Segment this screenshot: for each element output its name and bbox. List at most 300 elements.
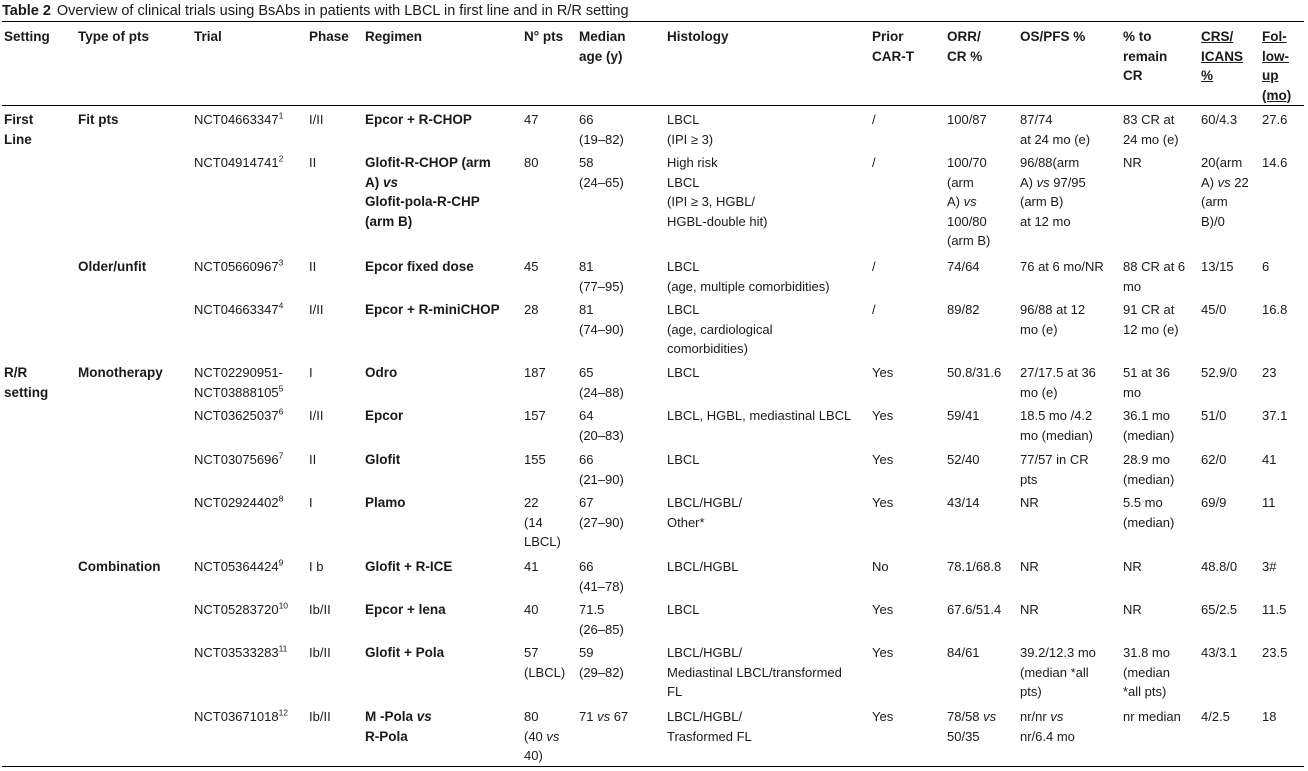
cell-line: NCT05364424 [194,559,279,574]
cell-line: / [872,302,876,317]
cell-line: OS/PFS % [1020,29,1086,44]
cell-line: FL [667,684,683,699]
reference-number: 9 [278,557,284,568]
cell-line: 57 [524,645,539,660]
cell-line: Mediastinal LBCL/transformed [667,664,842,680]
cell-line: 100/70 [947,155,987,170]
trial-id [194,493,283,513]
cell-line: (41–78) [579,578,624,594]
cell-line: Glofit-R-CHOP (arm [365,155,491,170]
cell-line: I/II [309,112,324,127]
trial-phase [309,257,316,277]
cell-line: 81 [579,302,594,317]
type-label: Monotherapy [78,365,163,380]
remain-cr [1123,557,1142,577]
trial-phase [309,363,313,383]
cell-line: Phase [309,29,349,44]
cell-line: II [309,452,317,467]
crs-icans [1201,450,1226,470]
cell-line: 27.6 [1262,112,1288,127]
cell-line: 62/0 [1201,452,1227,467]
trial-id [194,450,283,470]
regimen [365,300,500,320]
os-pfs [1020,493,1039,513]
cell-line: 40) [524,748,543,763]
crs-icans [1201,707,1230,727]
cell-line: Plamo [365,495,406,510]
patient-count [524,707,559,766]
cell-line: 91 CR at [1123,302,1175,317]
cell-line: 31.8 mo [1123,645,1170,660]
cell-line: 11.5 [1262,602,1287,617]
cell-line: 76 at 6 mo/NR [1020,259,1104,274]
cell-line: Yes [872,495,894,510]
cell-line: 71 vs 67 [579,709,629,724]
setting-label [4,110,33,149]
cell-line: comorbidities) [667,341,748,356]
median-age [579,643,624,682]
cell-line: LBCL [667,259,700,274]
os-pfs [1020,257,1104,277]
orr-cr [947,257,980,277]
cell-line: LBCL/HGBL/ [667,709,743,724]
table-caption [2,3,629,19]
cell-line: 80 [524,155,539,170]
cell-line: 81 [579,259,594,274]
orr-cr [947,406,980,426]
regimen [365,600,446,620]
cell-line: 39.2/12.3 mo [1020,645,1096,660]
cell-line: 47 [524,112,539,127]
cell-line: M -Pola vs [365,709,432,724]
remain-cr [1123,110,1179,149]
cell-line: No [872,559,889,574]
cell-line: 40 [524,602,539,617]
cell-line: / [872,259,876,274]
reference-number: 7 [278,450,284,461]
cell-line: (arm B) [947,233,991,248]
orr-cr [947,557,1001,577]
cell-line: 45/0 [1201,302,1227,317]
cell-line: NR [1123,155,1142,170]
follow-up [1262,707,1276,727]
median-age [579,493,624,532]
cell-line: (arm B) [365,213,413,229]
cell-line: 41 [1262,452,1277,467]
cell-line: A) vs 22 [1201,174,1249,190]
reference-number: 11 [278,643,288,654]
cell-line: (27–90) [579,514,624,530]
cell-line: 52.9/0 [1201,365,1238,380]
cell-line: pts) [1020,684,1042,699]
histology [667,707,752,746]
cell-line: (median) [1123,471,1175,487]
os-pfs [1020,557,1039,577]
cell-line: 66 [579,112,594,127]
cell-line: A) vs [365,174,399,190]
prior-car-t [872,450,893,470]
cell-line: I [309,495,313,510]
trial-id [194,300,283,320]
header-setting: Setting [4,29,50,44]
remain-cr [1123,257,1185,296]
trial-id [194,557,283,577]
cell-line: Yes [872,408,894,423]
cell-line: 5.5 mo [1123,495,1163,510]
cell-line: LBCL/HGBL [667,559,739,574]
cell-line: R-Pola [365,728,408,744]
trial-id [194,600,288,620]
remain-cr [1123,406,1174,445]
cell-line: NCT04663347 [194,302,279,317]
median-age [579,450,624,489]
regimen [365,110,472,130]
cell-line: II [309,155,317,170]
cell-line: (40 vs [524,728,560,744]
prior-car-t [872,300,876,320]
cell-line: I b [309,559,324,574]
cell-line: 48.8/0 [1201,559,1238,574]
median-age [579,600,624,639]
histology [667,557,739,577]
follow-up [1262,600,1286,620]
cell-line: (24–88) [579,384,624,400]
median-age [579,300,624,339]
cell-line: 74/64 [947,259,980,274]
cell-line: 43/14 [947,495,980,510]
cell-line: Yes [872,645,894,660]
cell-line: 78/58 vs [947,709,997,724]
trial-phase [309,450,316,470]
cell-line: age (y) [579,48,623,64]
median-age [579,557,624,596]
cell-line: (74–90) [579,321,624,337]
median-age [579,406,624,445]
regimen [365,450,400,470]
cell-line: (age, cardiological [667,321,773,337]
header-type [78,27,149,47]
remain-cr [1123,600,1142,620]
cell-line: nr/nr vs [1020,709,1064,724]
cell-line: nr median [1123,709,1181,724]
prior-car-t [872,257,876,277]
follow-up [1262,406,1287,426]
crs-icans [1201,153,1249,231]
cell-line: *all pts) [1123,684,1167,699]
cell-line: 155 [524,452,546,467]
cell-line: remain [1123,48,1168,64]
header-orr [947,27,982,66]
cell-line: LBCL/HGBL/ [667,495,743,510]
cell-line: (19–82) [579,131,624,147]
follow-up [1262,450,1276,470]
cell-line: LBCL [667,112,700,127]
cell-line: (14 [524,514,543,530]
regimen [365,257,474,277]
remain-cr [1123,363,1170,402]
prior-car-t [872,363,893,383]
cell-line: 28 [524,302,539,317]
os-pfs [1020,643,1096,702]
cell-line: Yes [872,365,894,380]
crs-icans [1201,600,1237,620]
cell-line: (24–65) [579,174,624,190]
crs-icans [1201,406,1226,426]
orr-cr [947,110,987,130]
patient-count [524,300,538,320]
cell-line: NR [1123,559,1142,574]
cell-line: mo [1123,278,1142,294]
remain-cr [1123,300,1179,339]
cell-line: % [1201,68,1214,83]
trial-id [194,406,283,426]
reference-number: 6 [278,406,284,417]
cell-line: I [309,365,313,380]
cell-line: Prior [872,29,904,44]
follow-up [1262,257,1269,277]
cell-line: Line [4,131,32,147]
cell-line: 41 [524,559,539,574]
cell-line: NCT04914741 [194,155,279,170]
cell-line: up [1262,68,1279,83]
prior-car-t [872,153,876,173]
cell-line: ORR/ [947,29,981,44]
patient-count [524,153,538,173]
cell-line: Median [579,29,626,44]
trial-phase [309,557,323,577]
cell-line: (median *all [1020,664,1089,680]
cell-line: 157 [524,408,546,423]
cell-line: / [872,155,876,170]
trial-id [194,110,283,130]
trial-phase [309,300,323,320]
cell-line: mo (median) [1020,427,1093,443]
cell-line: B)/0 [1201,213,1225,229]
cell-line: 22 [524,495,539,510]
cell-line: 67.6/51.4 [947,602,1002,617]
cell-line: A) vs 97/95 [1020,174,1086,190]
median-age [579,110,624,149]
prior-car-t [872,600,893,620]
cell-line: 59 [579,645,594,660]
reference-number: 3 [278,257,284,268]
prior-car-t [872,110,876,130]
regimen [365,707,432,746]
cell-line: 88 CR at 6 [1123,259,1186,274]
cell-line: 14.6 [1262,155,1288,170]
cell-line: Histology [667,29,729,44]
cell-line: nr/6.4 mo [1020,728,1075,744]
header-car [872,27,914,66]
cell-line: 43/3.1 [1201,645,1238,660]
cell-line: 66 [579,559,594,574]
header-npts [524,27,563,47]
orr-cr [947,707,996,746]
cell-line: NCT02290951- [194,365,283,380]
cell-line: NCT03533283 [194,645,279,660]
setting-label [4,363,48,402]
cell-line: LBCL [667,602,700,617]
cell-line: at 12 mo [1020,213,1071,229]
cell-line: 45 [524,259,539,274]
cell-line: Regimen [365,29,423,44]
patient-count [524,643,565,682]
cell-line: (age, multiple comorbidities) [667,278,830,294]
histology [667,300,773,359]
cell-line: CAR-T [872,48,914,64]
cell-line: NCT03625037 [194,408,279,423]
cell-line: NCT03671018 [194,709,279,724]
cell-line: R/R [4,365,28,380]
cell-line: 51 at 36 [1123,365,1170,380]
median-age [579,707,628,727]
regimen [365,493,406,513]
cell-line: Trasformed FL [667,728,752,744]
cell-line: (77–95) [579,278,624,294]
cell-line: 69/9 [1201,495,1227,510]
cell-line: 66 [579,452,594,467]
follow-up [1262,363,1276,383]
cell-line: NCT03075696 [194,452,279,467]
cell-line: 96/88(arm [1020,155,1080,170]
cell-line: mo [1123,384,1142,400]
os-pfs [1020,450,1089,489]
cell-line: LBCL [667,302,700,317]
trial-id [194,707,288,727]
cell-line: CR [1123,68,1143,83]
median-age [579,257,624,296]
header-histology [667,27,729,47]
header-crs [1201,27,1243,86]
histology [667,153,767,231]
remain-cr [1123,643,1170,702]
cell-line: % to [1123,29,1152,44]
cell-line: 16.8 [1262,302,1288,317]
type-label: Older/unfit [78,259,147,274]
follow-up [1262,643,1287,663]
regimen [365,406,403,426]
trial-id [194,363,283,402]
type-label: Combination [78,559,161,574]
cell-line: LBCL [667,174,700,190]
cell-line: 65/2.5 [1201,602,1238,617]
os-pfs [1020,153,1086,231]
cell-line: 3# [1262,559,1277,574]
prior-car-t [872,406,893,426]
cell-line: LBCL [667,452,700,467]
cell-line: pts [1020,471,1038,487]
orr-cr [947,643,980,663]
reference-number: 12 [278,707,289,718]
cell-line: 13/15 [1201,259,1234,274]
patient-count [524,450,546,470]
follow-up [1262,300,1287,320]
histology [667,643,842,702]
histology [667,406,851,426]
cell-line: CRS/ [1201,29,1234,44]
trial-id [194,257,283,277]
cell-line: Ib/II [309,709,331,724]
cell-line: Glofit + R-ICE [365,559,453,574]
header-fu [1262,27,1291,105]
follow-up [1262,110,1287,130]
type-label: Fit pts [78,112,119,127]
histology [667,493,742,532]
cell-line: 100/80 [947,213,987,229]
cell-line: Glofit-pola-R-CHP [365,194,480,209]
table-label: Table 2 [2,3,51,19]
cell-line: mo (e) [1020,321,1058,337]
cell-line: (median) [1123,427,1175,443]
reference-number: 5 [278,383,284,394]
trial-phase [309,600,331,620]
cell-line: Yes [872,709,894,724]
cell-line: Trial [194,29,222,44]
cell-line: 59/41 [947,408,980,423]
cell-line: at 24 mo (e) [1020,131,1091,147]
reference-number: 2 [278,153,284,164]
header-rule [2,105,1304,106]
cell-line: 12 mo (e) [1123,321,1179,337]
cell-line: 52/40 [947,452,980,467]
trial-phase [309,707,331,727]
histology [667,600,700,620]
prior-car-t [872,707,893,727]
follow-up [1262,557,1276,577]
cell-line: (median) [1123,514,1175,530]
crs-icans [1201,110,1237,130]
cell-line: 60/4.3 [1201,112,1238,127]
cell-line: A) vs [947,194,977,209]
cell-line: Fol- [1262,29,1287,44]
reference-number: 8 [278,493,284,504]
cell-line: (IPI ≥ 3) [667,131,714,147]
patient-count [524,406,546,426]
patient-count [524,493,561,552]
cell-line: 51/0 [1201,408,1227,423]
cell-line: NCT04663347 [194,112,279,127]
cell-line: (median [1123,664,1170,680]
cell-line: LBCL, HGBL, mediastinal LBCL [667,408,852,423]
histology [667,450,700,470]
cell-line: 50.8/31.6 [947,365,1002,380]
cell-line: Other* [667,514,705,530]
patient-count [524,363,546,383]
cell-line: 100/87 [947,112,987,127]
cell-line: 64 [579,408,594,423]
caption-text: Overview of clinical trials using BsAbs in patients with LBCL in first line and in R/R setting [56,3,629,19]
cell-line: NCT05660967 [194,259,279,274]
cell-line: 71.5 [579,602,605,617]
cell-line: Yes [872,602,894,617]
remain-cr [1123,707,1181,727]
crs-icans [1201,363,1237,383]
header-trial [194,27,222,47]
cell-line: High risk [667,155,718,170]
cell-line: Ib/II [309,602,331,617]
cell-line: HGBL-double hit) [667,213,768,229]
patient-count [524,110,538,130]
cell-line: 4/2.5 [1201,709,1230,724]
cell-line: II [309,259,317,274]
cell-line: low- [1262,48,1289,64]
cell-line: 50/35 [947,728,980,744]
cell-line: (26–85) [579,621,624,637]
cell-line: (21–90) [579,471,624,487]
os-pfs [1020,110,1090,149]
cell-line: I/II [309,408,324,423]
header-os [1020,27,1085,47]
